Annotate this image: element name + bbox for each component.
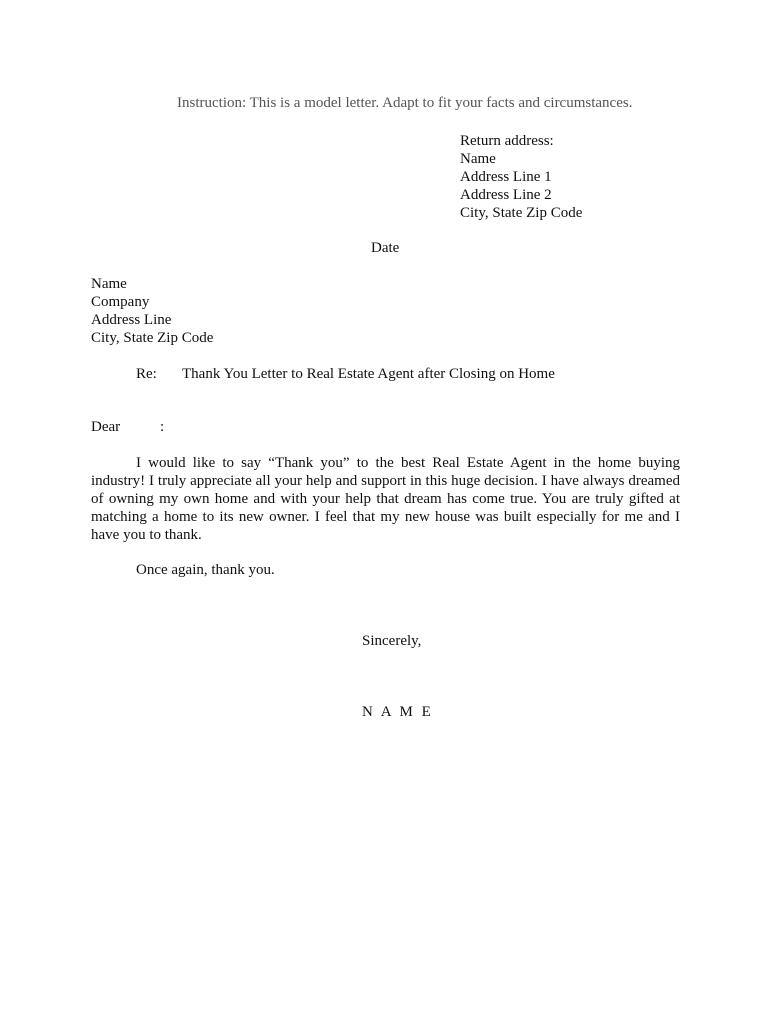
- return-address-line2: Address Line 2: [460, 187, 552, 203]
- re-label: Re:: [136, 366, 157, 382]
- recipient-company: Company: [91, 294, 150, 310]
- return-address-block: [460, 132, 582, 222]
- letter-date: Date: [371, 240, 400, 256]
- return-address-line1: Address Line 1: [460, 169, 552, 185]
- recipient-address-line: Address Line: [91, 312, 172, 328]
- salutation-colon: :: [160, 419, 165, 435]
- instruction-note: Instruction: This is a model letter. Adapt to fit your facts and circumstances.: [177, 95, 633, 111]
- return-address-heading: Return address:: [460, 133, 554, 149]
- recipient-name: Name: [91, 276, 127, 292]
- recipient-address-block: [91, 275, 213, 347]
- recipient-city-state-zip: City, State Zip Code: [91, 330, 214, 346]
- closing-sentence: Once again, thank you.: [136, 562, 275, 578]
- signature-name: N A M E: [362, 704, 434, 720]
- return-address-city-state-zip: City, State Zip Code: [460, 205, 583, 221]
- salutation: Dear: [91, 419, 121, 435]
- re-subject: Thank You Letter to Real Estate Agent after Closing on Home: [182, 366, 555, 382]
- return-address-name: Name: [460, 151, 496, 167]
- sign-off: Sincerely,: [362, 633, 422, 649]
- body-paragraph: I would like to say “Thank you” to the best Real Estate Agent in the home buying industry! I truly appreciate all your help and support in this huge decision. I have always dreamed of owning my own home and with your help that dream has come true. You are truly gifted at matching a home to its new owner. I feel that my new house was built especially for me and I have you to thank.: [91, 455, 680, 543]
